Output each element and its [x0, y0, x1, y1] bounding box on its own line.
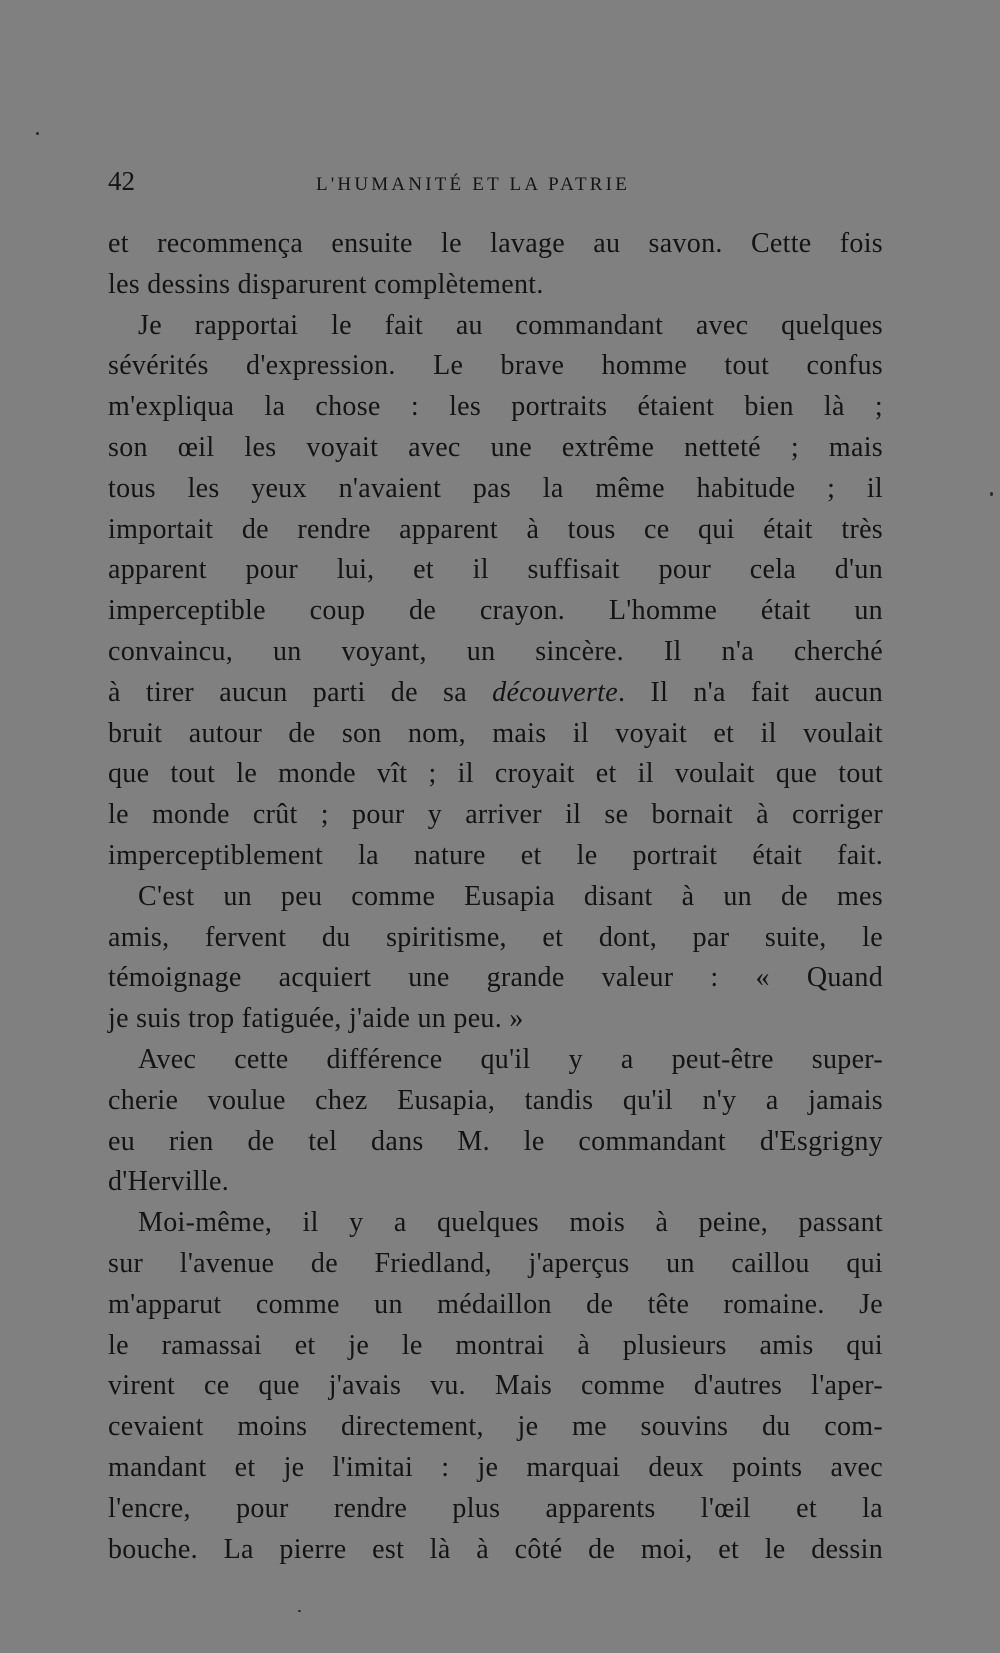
running-title: L'HUMANITÉ ET LA PATRIE — [316, 174, 630, 195]
italic-word: découverte — [492, 676, 618, 708]
text-line: imperceptible coup de crayon. L'homme était un — [108, 595, 883, 627]
text-line: l'encre, pour rendre plus apparents l'œil et la — [108, 1492, 883, 1524]
text-line: amis, fervent du spiritisme, et dont, par suite, le — [108, 921, 883, 953]
text-line: m'expliqua la chose : les portraits étaient bien là ; — [108, 391, 883, 423]
text-line: mandant et je l'imitai : je marquai deux points avec — [108, 1451, 883, 1483]
text-line: C'est un peu comme Eusapia disant à un de mes — [138, 880, 883, 912]
text-line: importait de rendre apparent à tous ce qui était très — [108, 513, 883, 545]
text-line: les dessins disparurent complètement. — [108, 268, 544, 300]
text-line: apparent pour lui, et il suffisait pour cela d'un — [108, 554, 883, 586]
text-line: imperceptiblement la nature et le portrait était fait. — [108, 839, 883, 871]
text-line: m'apparut comme un médaillon de tête romaine. Je — [108, 1288, 883, 1320]
scan-speck — [298, 1610, 301, 1612]
text-line: d'Herville. — [108, 1166, 230, 1198]
text-line: le ramassai et je le montrai à plusieurs amis qui — [108, 1329, 883, 1361]
page-number: 42 — [108, 166, 135, 196]
text-line: tous les yeux n'avaient pas la même habitude ; il — [108, 472, 883, 504]
text-line: son œil les voyait avec une extrême netteté ; mais — [108, 431, 883, 463]
text-line: convaincu, un voyant, un sincère. Il n'a cherché — [108, 635, 883, 667]
text-line: cevaient moins directement, je me souvins du com- — [108, 1411, 883, 1443]
text-line: Avec cette différence qu'il y a peut-être super- — [138, 1043, 883, 1075]
text-line: le monde crût ; pour y arriver il se bornait à corriger — [108, 799, 883, 831]
text-line: sévérités d'expression. Le brave homme tout confus — [108, 350, 883, 382]
scan-speck — [990, 492, 993, 496]
text-line — [108, 673, 883, 714]
text-line: que tout le monde vît ; il croyait et il voulait que tout — [108, 758, 883, 790]
scan-speck — [36, 132, 39, 135]
text-line: virent ce que j'avais vu. Mais comme d'autres l'aper- — [108, 1370, 883, 1402]
text-line: et recommença ensuite le lavage au savon. Cette fois — [108, 228, 883, 259]
text-line: sur l'avenue de Friedland, j'aperçus un caillou qui — [108, 1247, 883, 1279]
text-segment: . Il n'a fait aucun — [617, 676, 884, 708]
text-line: témoignage acquiert une grande valeur : « Quand — [108, 962, 883, 994]
text-line: je suis trop fatiguée, j'aide un peu. » — [108, 1003, 524, 1035]
text-line: cherie voulue chez Eusapia, tandis qu'il n'y a jamais — [108, 1084, 883, 1116]
text-segment: à tirer aucun parti de sa — [108, 676, 493, 708]
text-line: bouche. La pierre est là à côté de moi, et le dessin — [108, 1533, 883, 1565]
text-line: Moi-même, il y a quelques mois à peine, passant — [138, 1207, 883, 1239]
text-line: bruit autour de son nom, mais il voyait et il voulait — [108, 717, 883, 749]
page-header — [108, 166, 883, 200]
text-line: eu rien de tel dans M. le commandant d'Esgrigny — [108, 1125, 883, 1157]
text-line: Je rapportai le fait au commandant avec quelques — [138, 309, 883, 341]
body-text — [108, 224, 883, 1570]
